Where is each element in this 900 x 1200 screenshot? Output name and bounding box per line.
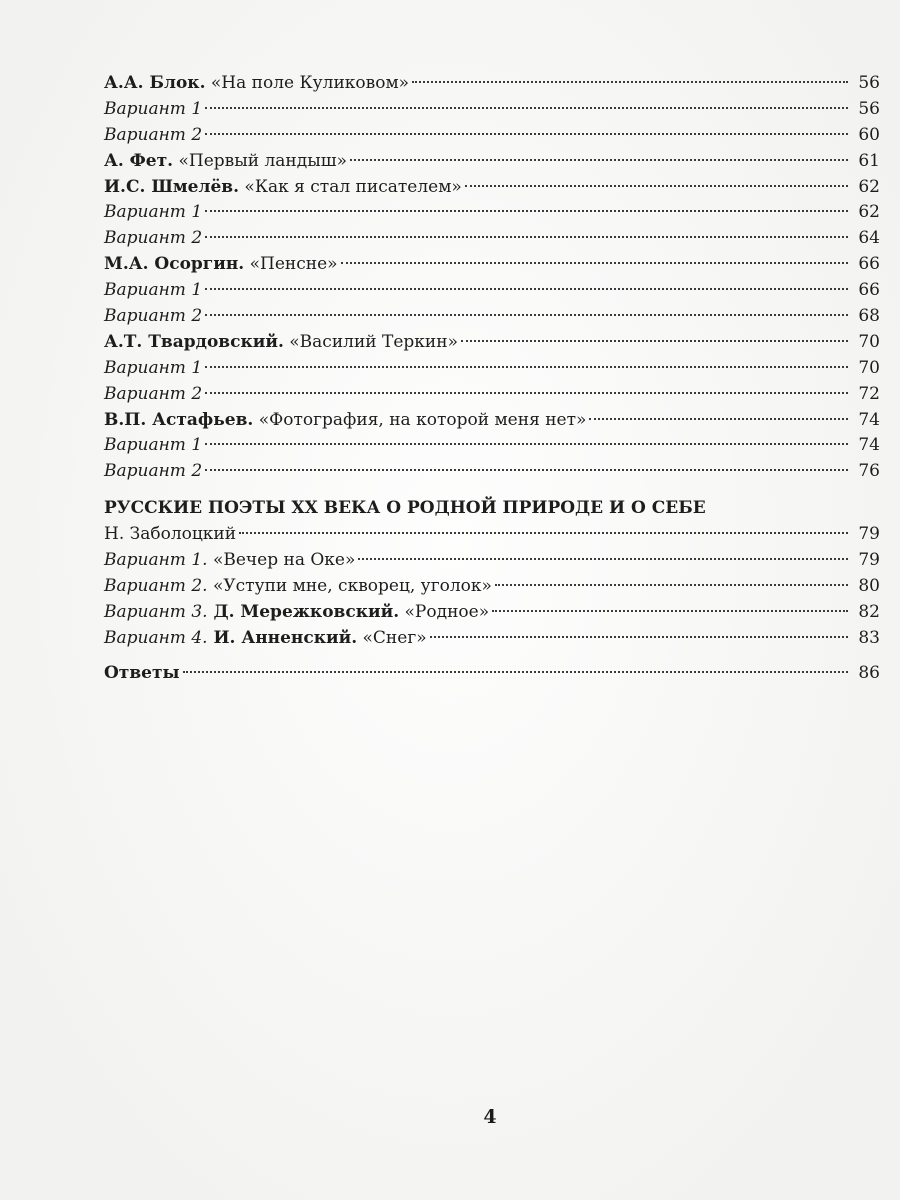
work-title: «Снег» xyxy=(357,627,427,648)
toc-entry-title xyxy=(104,71,409,97)
toc-entry-title xyxy=(104,574,492,600)
page-number: 64 xyxy=(858,228,880,249)
dot-leader xyxy=(205,210,848,212)
toc-entry[interactable] xyxy=(104,433,880,459)
toc-entry-title xyxy=(104,330,458,356)
page-number: 61 xyxy=(858,150,880,171)
page-number: 72 xyxy=(858,383,880,404)
dot-leader xyxy=(205,392,848,394)
page-number: 74 xyxy=(858,435,880,456)
dot-leader xyxy=(205,443,848,445)
variant-label: Вариант 3. xyxy=(104,601,208,622)
toc-entry[interactable] xyxy=(104,123,880,149)
page-number: 56 xyxy=(858,98,880,119)
dot-leader xyxy=(205,314,848,316)
toc-entry-title xyxy=(104,252,338,278)
variant-label: Вариант 1 xyxy=(104,98,203,119)
toc-entry-answers[interactable] xyxy=(104,661,880,687)
work-title: «Вечер на Оке» xyxy=(207,550,356,571)
page-number: 62 xyxy=(858,176,880,197)
variant-label: Вариант 1 xyxy=(104,435,203,456)
work-title: «На поле Куликовом» xyxy=(205,73,410,93)
work-title: «Пенсне» xyxy=(244,254,338,275)
dot-leader xyxy=(465,185,848,187)
page-number: 62 xyxy=(858,202,880,223)
dot-leader xyxy=(205,469,848,471)
page-number: 70 xyxy=(858,331,880,352)
toc-entry-title xyxy=(104,175,462,201)
page-number: 74 xyxy=(858,409,880,430)
dot-leader xyxy=(205,288,848,290)
page-number: 79 xyxy=(858,550,880,571)
page-number: 79 xyxy=(858,524,880,545)
variant-label: Вариант 2 xyxy=(104,306,203,327)
work-title: «Василий Теркин» xyxy=(283,331,458,352)
toc-entry[interactable] xyxy=(104,626,880,652)
dot-leader xyxy=(341,262,848,264)
work-title: «Уступи мне, скворец, уголок» xyxy=(207,576,492,597)
variant-label: Вариант 2 xyxy=(104,461,203,482)
toc-entry[interactable] xyxy=(104,522,880,548)
variant-label: Вариант 2 xyxy=(104,228,203,249)
dot-leader xyxy=(430,636,848,638)
toc-entry[interactable] xyxy=(104,304,880,330)
toc-entry[interactable] xyxy=(104,382,880,408)
section-spacer xyxy=(104,652,880,661)
work-title: «Родное» xyxy=(399,601,490,622)
author-name: И.С. Шмелёв. xyxy=(104,176,240,197)
toc-entry[interactable] xyxy=(104,252,880,278)
author-name: А. Фет. xyxy=(104,150,174,171)
dot-leader xyxy=(461,340,848,342)
page-number: 66 xyxy=(858,254,880,275)
variant-label: Вариант 1 xyxy=(104,202,203,223)
table-of-contents xyxy=(104,71,880,687)
work-title: «Как я стал писателем» xyxy=(239,176,462,197)
page-number: 68 xyxy=(858,306,880,327)
page-number: 83 xyxy=(858,627,880,648)
dot-leader xyxy=(492,610,848,612)
toc-entry[interactable] xyxy=(104,200,880,226)
toc-entry-title xyxy=(104,408,586,434)
page-number: 76 xyxy=(858,461,880,482)
toc-entry[interactable] xyxy=(104,71,880,97)
dot-leader xyxy=(205,133,848,135)
toc-entry[interactable] xyxy=(104,408,880,434)
page-number: 66 xyxy=(858,280,880,301)
dot-leader xyxy=(350,159,848,161)
toc-entry[interactable] xyxy=(104,459,880,485)
dot-leader xyxy=(205,236,848,238)
toc-entry[interactable] xyxy=(104,330,880,356)
author-name: Д. Мережковский. xyxy=(207,601,400,622)
page-number: 60 xyxy=(858,124,880,145)
author-name: М.А. Осоргин. xyxy=(104,254,245,275)
toc-entry[interactable] xyxy=(104,97,880,123)
dot-leader xyxy=(358,558,848,560)
dot-leader xyxy=(589,418,848,420)
dot-leader xyxy=(239,532,848,534)
section-heading: РУССКИЕ ПОЭТЫ XX ВЕКА О РОДНОЙ ПРИРОДЕ И О СЕБЕ xyxy=(104,498,706,519)
answers-label: Ответы xyxy=(104,662,180,683)
toc-entry[interactable] xyxy=(104,356,880,382)
work-title: «Фотография, на которой меня нет» xyxy=(253,409,587,430)
work-title: «Первый ландыш» xyxy=(173,150,347,171)
author-name: А.А. Блок. xyxy=(104,73,206,93)
author-name: В.П. Астафьев. xyxy=(104,409,254,430)
page-number: 82 xyxy=(858,601,880,622)
toc-entry[interactable] xyxy=(104,574,880,600)
variant-label: Вариант 4. xyxy=(104,627,208,648)
variant-label: Вариант 2 xyxy=(104,383,203,404)
page-number: 80 xyxy=(858,576,880,597)
toc-entry[interactable] xyxy=(104,149,880,175)
toc-entry[interactable] xyxy=(104,278,880,304)
dot-leader xyxy=(183,671,848,673)
toc-entry[interactable] xyxy=(104,175,880,201)
author-name: А.Т. Твардовский. xyxy=(104,331,284,352)
toc-entry-title xyxy=(104,600,489,626)
toc-entry-title xyxy=(104,626,427,652)
variant-label: Вариант 1 xyxy=(104,280,203,301)
variant-label: Вариант 2. xyxy=(104,576,208,597)
footer-page-number: 4 xyxy=(483,1106,497,1128)
page-number: 56 xyxy=(858,73,880,93)
page-number: 86 xyxy=(858,662,880,683)
toc-entry[interactable] xyxy=(104,600,880,626)
dot-leader xyxy=(205,366,848,368)
toc-entry[interactable] xyxy=(104,548,880,574)
dot-leader xyxy=(205,107,848,109)
toc-entry[interactable] xyxy=(104,226,880,252)
toc-entry-title xyxy=(104,149,347,175)
variant-label: Вариант 1. xyxy=(104,550,208,571)
dot-leader xyxy=(495,584,848,586)
variant-label: Вариант 2 xyxy=(104,124,203,145)
author-name: Н. Заболоцкий xyxy=(104,524,237,545)
dot-leader xyxy=(412,81,848,83)
page-number: 70 xyxy=(858,357,880,378)
toc-entry-title xyxy=(104,548,355,574)
variant-label: Вариант 1 xyxy=(104,357,203,378)
author-name: И. Анненский. xyxy=(207,627,358,648)
